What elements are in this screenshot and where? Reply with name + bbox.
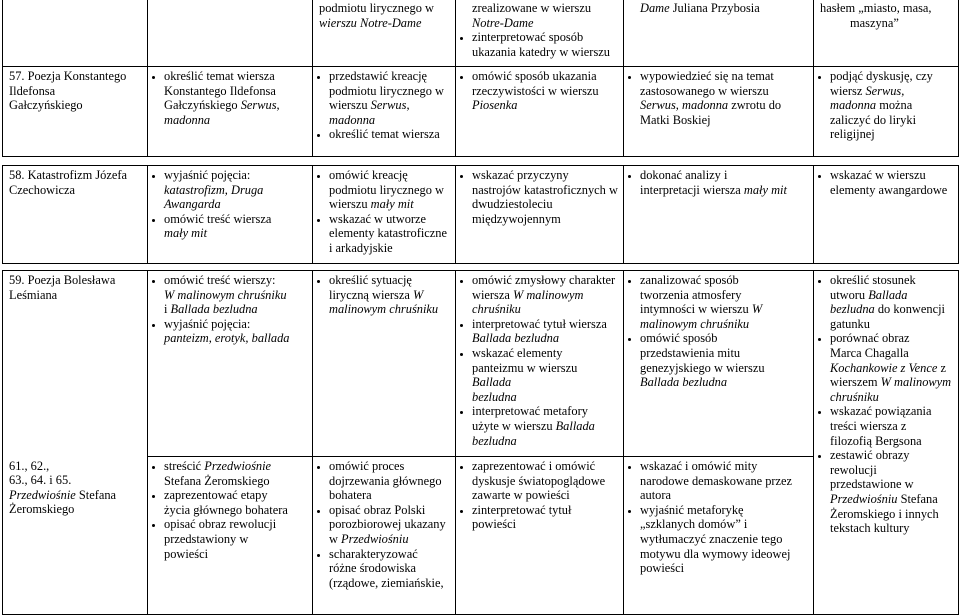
list-item: • wyjaśnić metaforykę „szklanych domów” i wytłumaczyć znaczenie tego motywu dla wymowy ideowej powieści <box>640 503 809 576</box>
cell-topic: 61., 62., 63., 64. i 65. Przedwiośnie Stefana Żeromskiego <box>3 457 148 615</box>
cell-c3 <box>313 457 456 615</box>
list-item: • zestawić obrazy rewolucji przedstawione w Przedwiośniu Stefana Żeromskiego i innych tekstach kultury <box>830 448 954 536</box>
cell-c6 <box>814 0 959 67</box>
list-item: • wskazać powiązania treści wiersza z filozofią Bergsona <box>830 404 954 448</box>
list-item: • omówić sposób przedstawienia mitu genezyjskiego w wierszu Ballada bezludna <box>640 331 809 389</box>
list-item: • wskazać i omówić mity narodowe demaskowane przez autora <box>640 459 809 503</box>
cell-c3 <box>313 0 456 67</box>
list-item: • zaprezentować etapy życia głównego bohatera <box>164 488 308 517</box>
list-item: • zaprezentować i omówić dyskusje światopoglądowe zawarte w powieści <box>472 459 619 503</box>
cell-c6 <box>814 271 959 615</box>
cell-c3 <box>313 166 456 264</box>
list-item: • określić temat wiersza <box>329 127 451 142</box>
list-item: • wskazać elementy panteizmu w wierszu Ballada bezludna <box>472 346 619 404</box>
cell-c4 <box>456 0 624 67</box>
list-item: • scharakteryzować różne środowiska (rządowe, ziemiańskie, <box>329 547 451 591</box>
cell-c4 <box>456 271 624 457</box>
cell-topic: 57. Poezja Konstantego Ildefonsa Gałczyńskiego <box>3 67 148 157</box>
list-item: • wyjaśnić pojęcia: panteizm, erotyk, ballada <box>164 317 308 346</box>
cell-c2 <box>148 67 313 157</box>
table-row <box>3 271 959 457</box>
text-line: Dame Juliana Przybosia <box>640 1 760 15</box>
list-item: • zinterpretować sposób ukazania katedry w wierszu <box>472 30 619 59</box>
table-row-continued <box>3 0 959 67</box>
list-item: • porównać obraz Marca Chagalla Kochankowie z Vence z wierszem W malinowym chruśniku <box>830 331 954 404</box>
list-item: • określić stosunek utworu Ballada bezludna do konwencji gatunku <box>830 273 954 331</box>
cell-c5 <box>624 271 814 457</box>
cell-c2 <box>148 166 313 264</box>
list-item: • zanalizować sposób tworzenia atmosfery intymności w wierszu W malinowym chruśniku <box>640 273 809 331</box>
cell-c2 <box>148 0 313 67</box>
cell-c2 <box>148 457 313 615</box>
text-line: Notre-Dame <box>472 15 534 30</box>
cell-c4 <box>456 166 624 264</box>
list-item: • opisać obraz rewolucji przedstawiony w powieści <box>164 517 308 561</box>
list-item: • opisać obraz Polski porozbiorowej ukazany w Przedwiośniu <box>329 503 451 547</box>
list-item: • podjąć dyskusję, czy wiersz Serwus, madonna można zaliczyć do liryki religijnej <box>830 69 954 142</box>
cell-c6 <box>814 166 959 264</box>
cell-c6 <box>814 67 959 157</box>
list-item: • zinterpretować tytuł powieści <box>472 503 619 532</box>
list-item: • omówić treść wiersza mały mit <box>164 212 308 241</box>
cell-topic: 58. Katastrofizm Józefa Czechowicza <box>3 166 148 264</box>
cell-c3 <box>313 271 456 457</box>
list-item: • wypowiedzieć się na temat zastosowanego w wierszu Serwus, madonna zwrotu do Matki Boskiej <box>640 69 809 127</box>
list-item: • wyjaśnić pojęcia: katastrofizm, Druga Awangarda <box>164 168 308 212</box>
list-item: • dokonać analizy i interpretacji wiersza mały mit <box>640 168 809 197</box>
text-line: maszyna” <box>850 15 899 30</box>
list-item: • omówić treść wierszy: W malinowym chruśniku i Ballada bezludna <box>164 273 308 317</box>
cell-c2 <box>148 271 313 457</box>
list-item: • wskazać w utworze elementy katastroficzne i arkadyjskie <box>329 212 451 256</box>
list-item: • streścić Przedwiośnie Stefana Żeromskiego <box>164 459 308 488</box>
list-item: • omówić proces dojrzewania głównego bohatera <box>329 459 451 503</box>
list-item: • określić sytuację liryczną wiersza W malinowym chruśniku <box>329 273 451 317</box>
list-item: • określić temat wiersza Konstantego Ildefonsa Gałczyńskiego Serwus, madonna <box>164 69 308 127</box>
list-item: • interpretować metafory użyte w wierszu Ballada bezludna <box>472 404 619 448</box>
curriculum-table <box>2 0 959 615</box>
list-item: • wskazać przyczyny nastrojów katastroficznych w dwudziestoleciu międzywojennym <box>472 168 619 226</box>
cell-topic <box>3 0 148 67</box>
list-item: • wskazać w wierszu elementy awangardowe <box>830 168 954 197</box>
cell-c3 <box>313 67 456 157</box>
text-line: hasłem „miasto, masa, <box>820 1 932 15</box>
list-item: • przedstawić kreację podmiotu lirycznego w wierszu Serwus, madonna <box>329 69 451 127</box>
cell-topic: 59. Poezja Bolesława Leśmiana <box>3 271 148 457</box>
list-item: • omówić sposób ukazania rzeczywistości w wierszu Piosenka <box>472 69 619 113</box>
cell-c5 <box>624 67 814 157</box>
cell-c5 <box>624 166 814 264</box>
text-line: podmiotu lirycznego w <box>319 1 434 15</box>
cell-c4 <box>456 457 624 615</box>
table-row <box>3 67 959 157</box>
table-row <box>3 166 959 264</box>
cell-c4 <box>456 67 624 157</box>
text-line: zrealizowane w wierszu <box>472 1 592 15</box>
cell-c5 <box>624 0 814 67</box>
cell-c5 <box>624 457 814 615</box>
list-item: • omówić kreację podmiotu lirycznego w wierszu mały mit <box>329 168 451 212</box>
text-line: wierszu Notre-Dame <box>319 15 422 30</box>
list-item: • omówić zmysłowy charakter wiersza W malinowym chruśniku <box>472 273 619 317</box>
list-item: • interpretować tytuł wiersza Ballada bezludna <box>472 317 619 346</box>
